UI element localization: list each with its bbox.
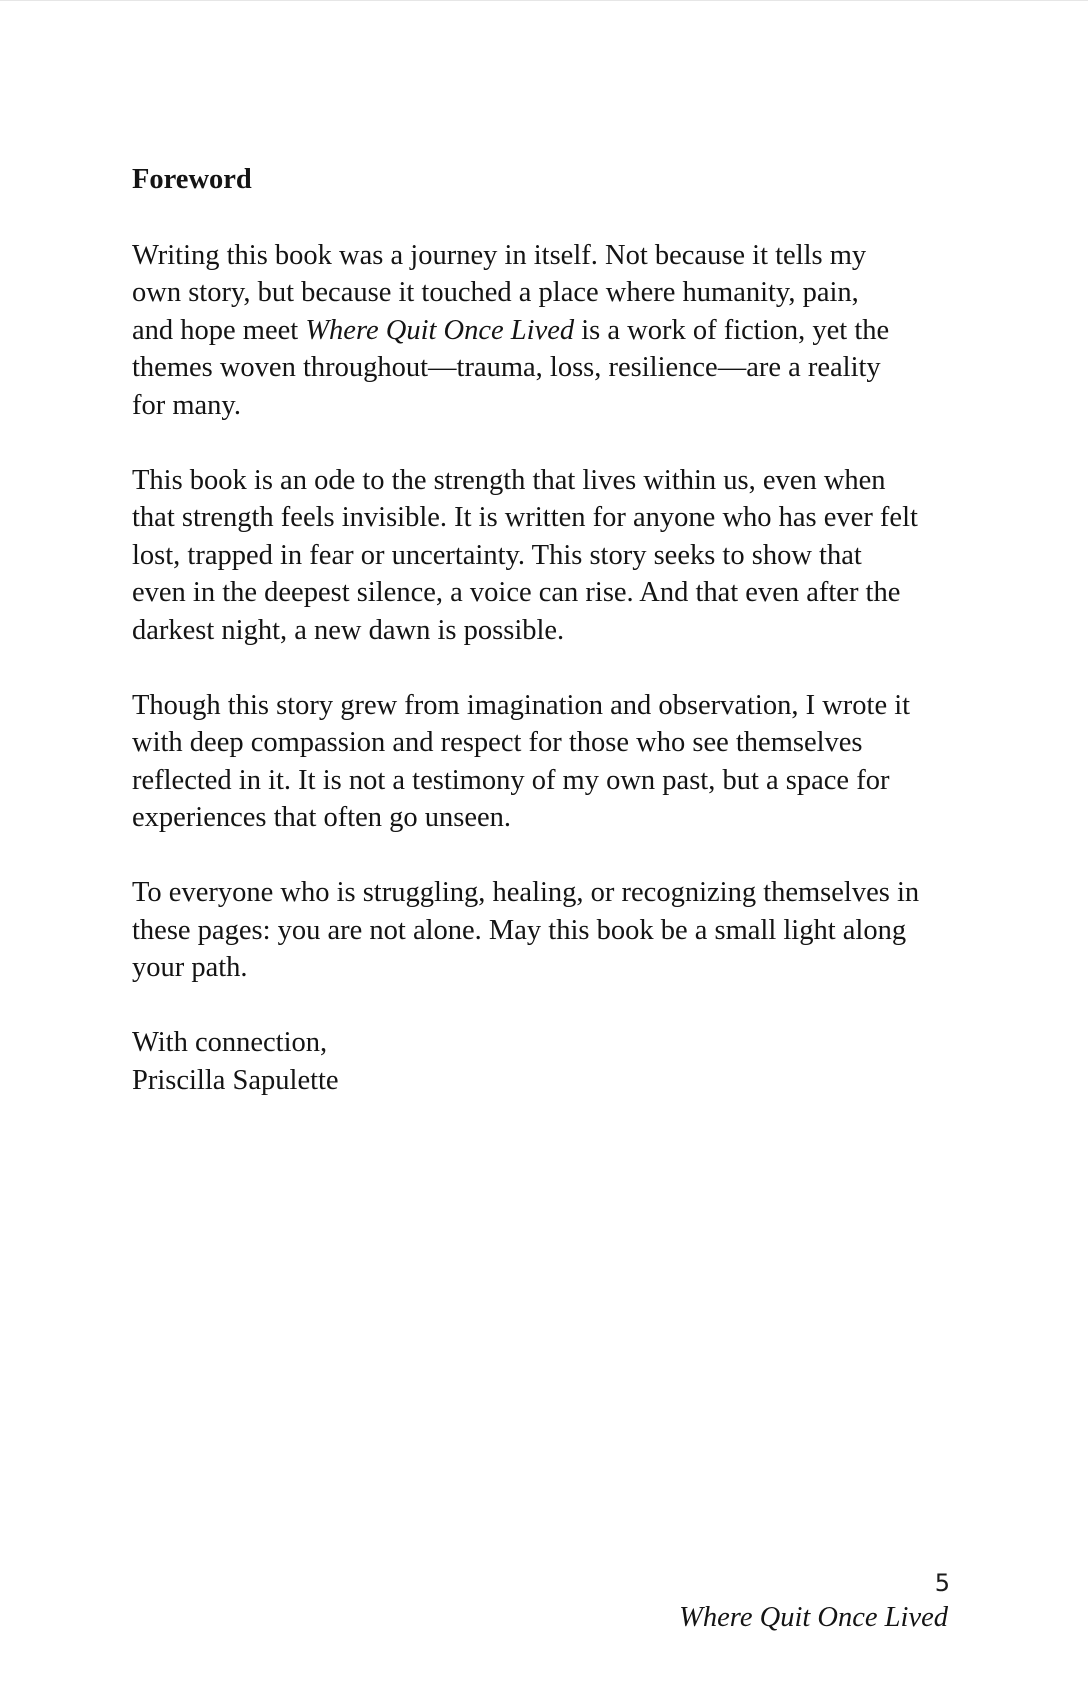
paragraph-2: This book is an ode to the strength that lives within us, even when that strength feels invisible. It is written for anyone who has ever felt lost, trapped in fear or uncertainty. This story seeks to show that even in the deepest silence, a voice can rise. And that even after the darkest night, a new dawn is possible. xyxy=(132,464,918,646)
page-content xyxy=(132,161,962,1099)
paragraph-1 xyxy=(132,237,902,425)
paragraph-3: Though this story grew from imagination and observation, I wrote it with deep compassion and respect for those who see themselves reflected in it. It is not a testimony of my own past, but a space for experiences that often go unseen. xyxy=(132,689,911,833)
page-number: 5 xyxy=(934,1569,950,1597)
signoff-closing: With connection, xyxy=(132,1027,328,1058)
section-heading: Foreword xyxy=(132,164,252,195)
paragraph-4: To everyone who is struggling, healing, or recognizing themselves in these pages: you are not alone. May this book be a small light along your path. xyxy=(132,877,920,983)
running-footer-title: Where Quit Once Lived xyxy=(679,1602,948,1633)
signoff-author: Priscilla Sapulette xyxy=(132,1064,339,1096)
paragraph-1-text-end: is a work of fiction, yet the themes woven throughout—trauma, loss, resilience—are a reality for many. xyxy=(132,314,890,421)
book-title-inline: Where Quit Once Lived xyxy=(305,314,575,346)
paragraph-1-text-start: Writing this book was a journey in itself. Not because it tells my own story, but because it touched a place where humanity, pain, and hope meet xyxy=(132,239,867,346)
